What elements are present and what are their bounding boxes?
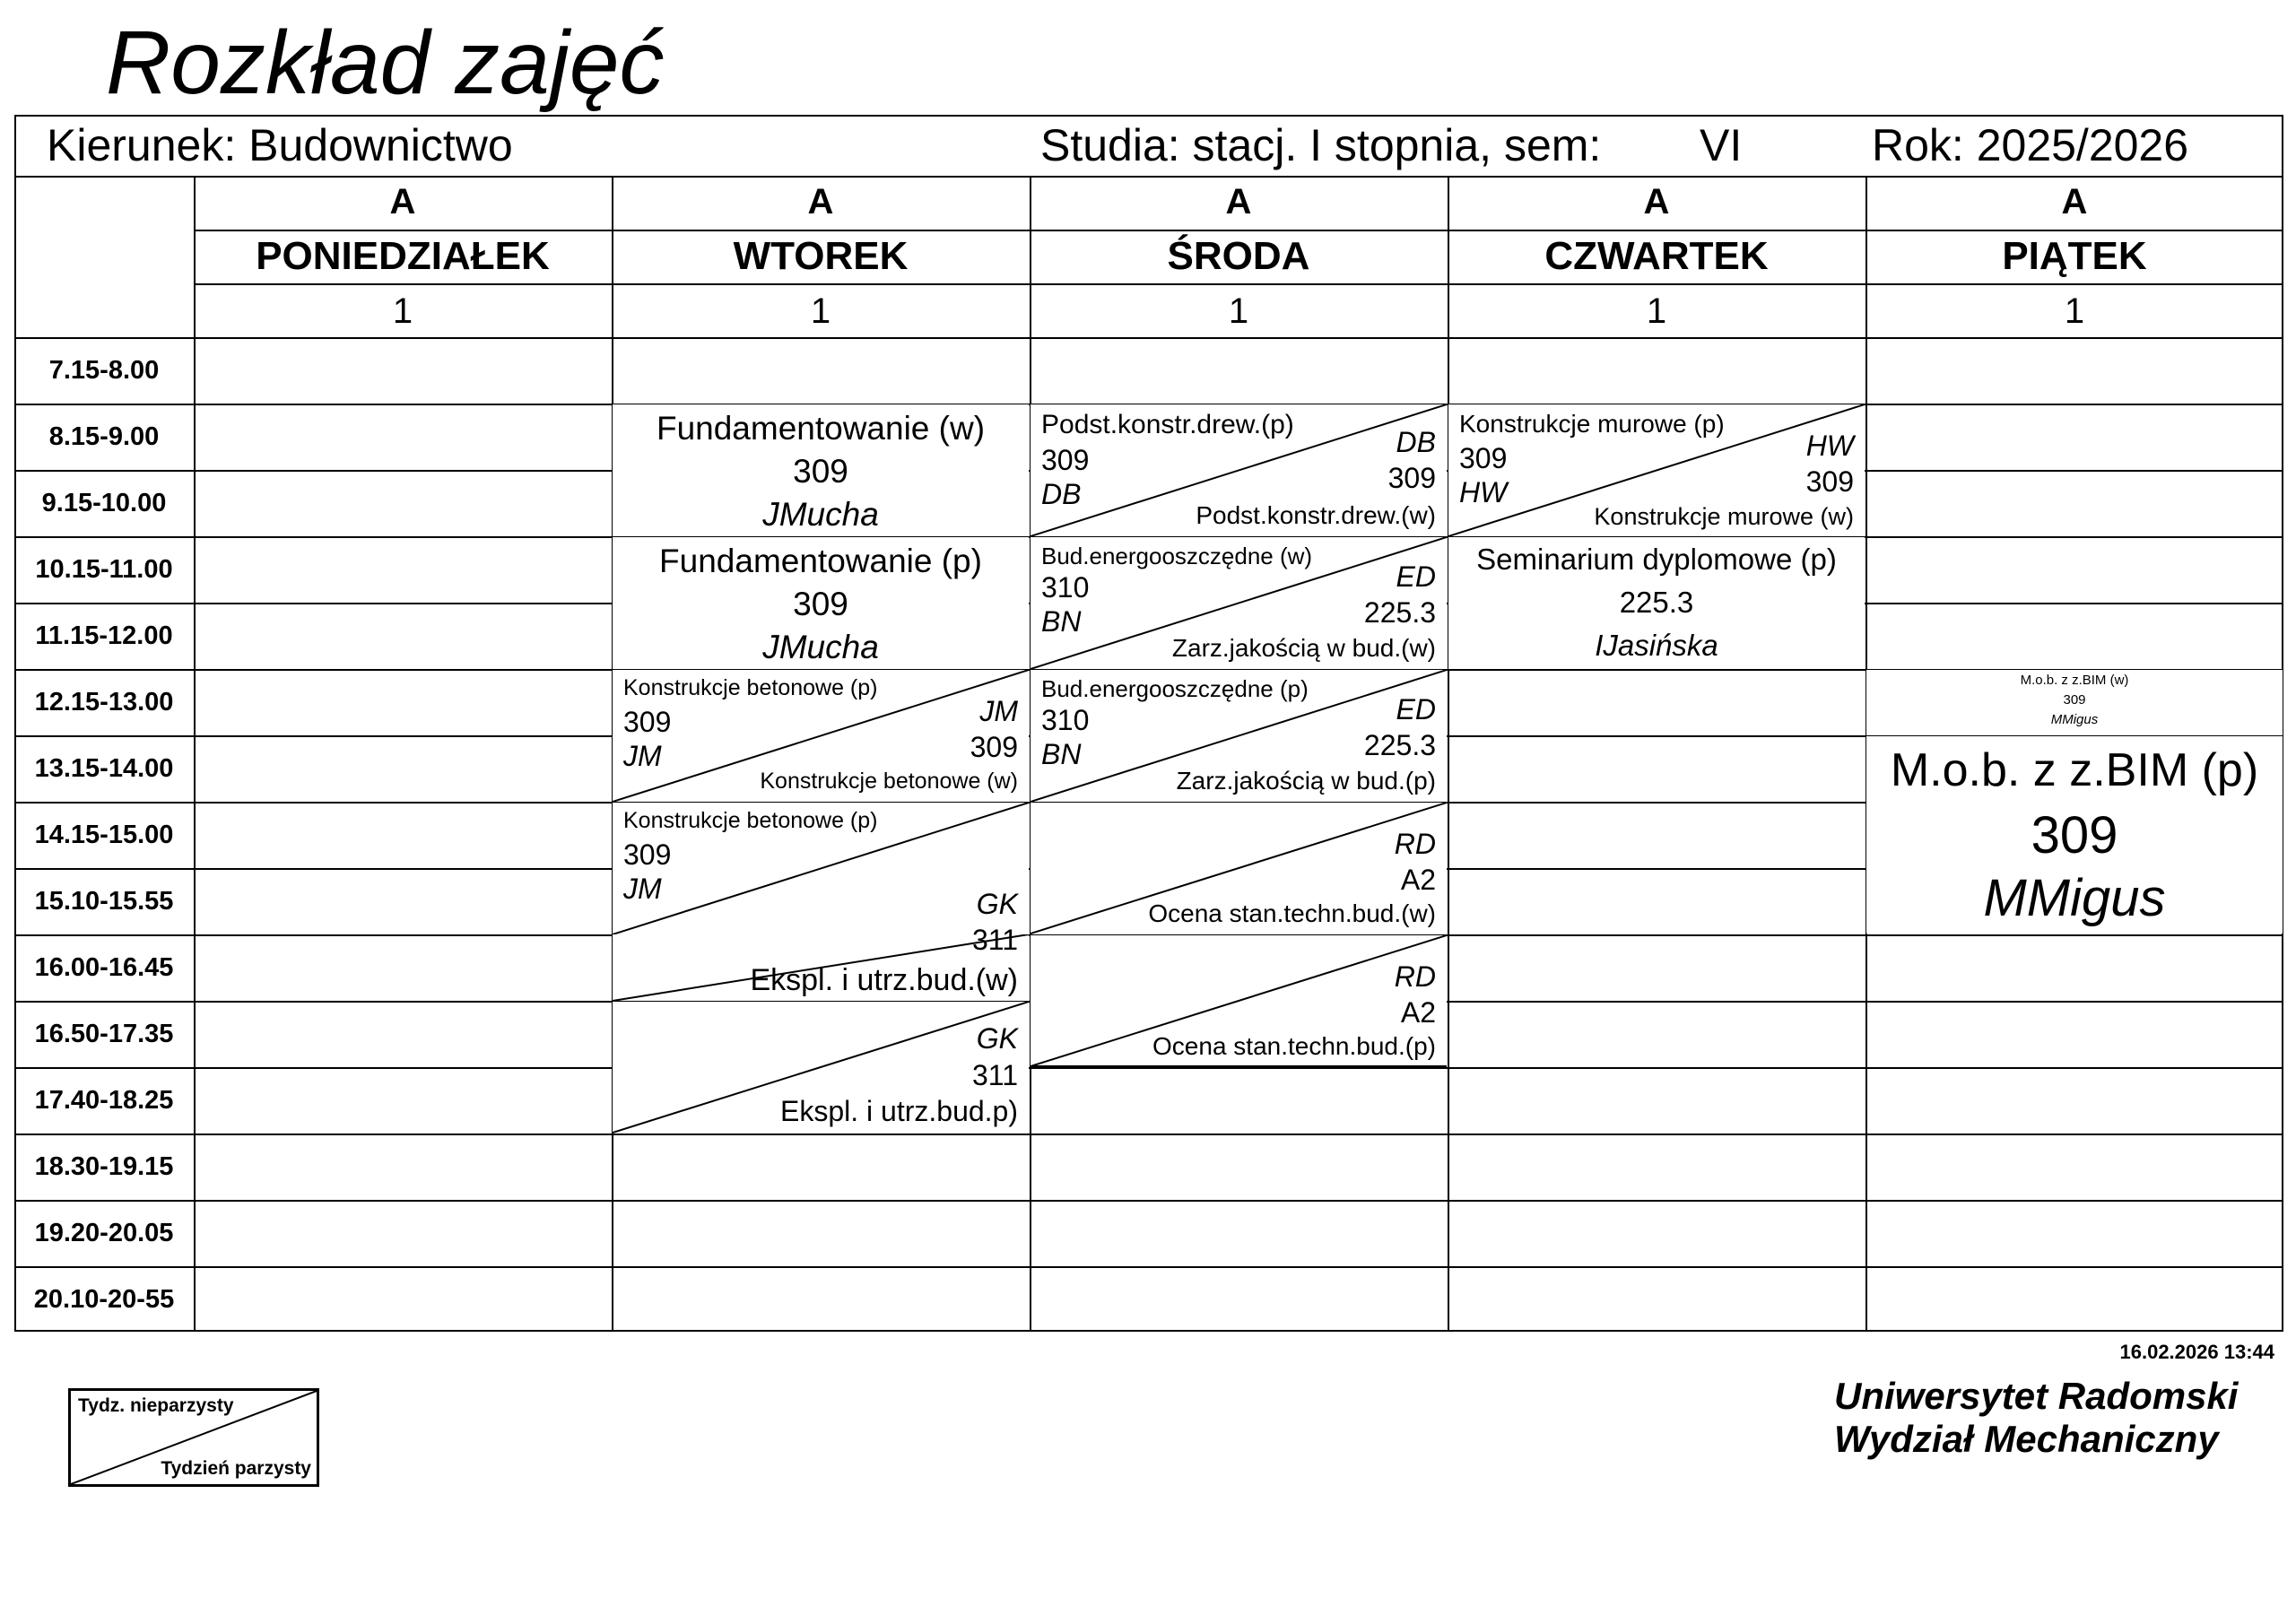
odd-week-room: 309 bbox=[1041, 444, 1090, 476]
semester: VI bbox=[1700, 120, 1743, 170]
grid-line bbox=[14, 176, 2283, 178]
class-block-energo-zarz-p[interactable] bbox=[1031, 670, 1447, 802]
even-week-room: 309 bbox=[1387, 462, 1436, 494]
class-block-seminarium[interactable] bbox=[1448, 537, 1865, 669]
class-block-bim-w[interactable] bbox=[1866, 670, 2283, 735]
legend-even-week: Tydzień parzysty bbox=[161, 1458, 311, 1479]
week-legend bbox=[68, 1388, 319, 1487]
day-number: 1 bbox=[1646, 291, 1667, 331]
even-week-room: A2 bbox=[1400, 996, 1436, 1029]
even-week-teacher: GK bbox=[976, 888, 1018, 920]
even-week-room: 309 bbox=[1805, 465, 1854, 498]
time-slot: 18.30-19.15 bbox=[34, 1152, 174, 1181]
even-week-subject: Zarz.jakością w bud.(p) bbox=[1176, 767, 1436, 795]
odd-week-subject: Konstrukcje betonowe (p) bbox=[623, 675, 878, 700]
class-room: 309 bbox=[793, 586, 848, 622]
even-week-room: 309 bbox=[970, 731, 1018, 763]
odd-week-room: 309 bbox=[623, 838, 672, 871]
class-room: 225.3 bbox=[1619, 586, 1694, 619]
class-block-ocena-w[interactable] bbox=[1031, 803, 1447, 934]
odd-week-subject: Bud.energooszczędne (w) bbox=[1041, 543, 1313, 569]
grid-line bbox=[194, 176, 196, 1332]
grid-line bbox=[14, 1266, 2283, 1268]
time-slot: 12.15-13.00 bbox=[34, 688, 174, 717]
grid-line bbox=[1448, 176, 1449, 1332]
class-teacher: IJasińska bbox=[1595, 629, 1718, 662]
grid-line bbox=[14, 1134, 2283, 1135]
even-week-subject: Konstrukcje murowe (w) bbox=[1594, 503, 1854, 530]
class-block-bim-p[interactable] bbox=[1866, 736, 2283, 934]
even-week-teacher: RD bbox=[1394, 828, 1436, 860]
time-slot: 13.15-14.00 bbox=[34, 754, 174, 783]
time-slot: 15.10-15.55 bbox=[34, 887, 174, 916]
week-label: A bbox=[1225, 182, 1252, 222]
odd-week-teacher: HW bbox=[1459, 476, 1508, 508]
class-block-fundamentowanie-w[interactable] bbox=[613, 404, 1029, 536]
class-room: 309 bbox=[2031, 806, 2118, 864]
even-week-teacher: JM bbox=[979, 695, 1018, 727]
day-name: PIĄTEK bbox=[2002, 234, 2147, 278]
grid-line bbox=[14, 1067, 2283, 1069]
day-number: 1 bbox=[810, 291, 831, 331]
faculty-line: Wydział Mechaniczny bbox=[1834, 1418, 2219, 1460]
class-subject: Fundamentowanie (p) bbox=[659, 543, 982, 579]
legend-odd-week: Tydz. nieparzysty bbox=[78, 1395, 234, 1416]
week-label: A bbox=[1643, 182, 1670, 222]
print-timestamp: 16.02.2026 13:44 bbox=[2119, 1341, 2274, 1363]
day-name: WTOREK bbox=[733, 234, 909, 278]
odd-week-subject: Bud.energooszczędne (p) bbox=[1041, 675, 1309, 702]
class-subject: Seminarium dyplomowe (p) bbox=[1476, 543, 1837, 576]
grid-line bbox=[194, 230, 2283, 231]
page-title: Rozkład zajęć bbox=[106, 13, 665, 113]
class-block-fundamentowanie-p[interactable] bbox=[613, 537, 1029, 669]
class-block-murowe-split[interactable] bbox=[1448, 404, 1865, 536]
day-number: 1 bbox=[2064, 291, 2085, 331]
class-teacher: MMigus bbox=[2050, 712, 2099, 727]
even-week-teacher: RD bbox=[1394, 960, 1436, 993]
odd-week-room: 310 bbox=[1041, 571, 1090, 604]
time-slot: 11.15-12.00 bbox=[35, 621, 173, 650]
even-week-subject: Zarz.jakością w bud.(w) bbox=[1171, 634, 1436, 662]
time-slot: 19.20-20.05 bbox=[34, 1219, 174, 1247]
class-block-energo-zarz-w[interactable] bbox=[1031, 537, 1447, 669]
even-week-subject: Ocena stan.techn.bud.(w) bbox=[1148, 899, 1436, 927]
odd-week-teacher: JM bbox=[623, 873, 662, 905]
time-slot: 10.15-11.00 bbox=[35, 555, 173, 584]
even-week-room: 225.3 bbox=[1363, 596, 1436, 629]
class-block-konstrukcje-betonowe-split[interactable] bbox=[613, 670, 1029, 802]
even-week-room: 225.3 bbox=[1363, 729, 1436, 761]
day-name: PONIEDZIAŁEK bbox=[256, 234, 550, 278]
class-teacher: JMucha bbox=[762, 496, 879, 533]
class-teacher: JMucha bbox=[762, 629, 879, 665]
odd-week-teacher: ED bbox=[1396, 693, 1436, 725]
even-week-teacher: GK bbox=[976, 1022, 1018, 1055]
week-label: A bbox=[2061, 182, 2088, 222]
even-week-subject: Konstrukcje betonowe (w) bbox=[760, 769, 1018, 794]
time-slot: 16.50-17.35 bbox=[34, 1020, 174, 1048]
time-slot: 8.15-9.00 bbox=[48, 422, 160, 451]
even-week-subject: Ocena stan.techn.bud.(p) bbox=[1152, 1032, 1436, 1060]
class-teacher: MMigus bbox=[1983, 869, 2166, 927]
odd-week-room: 310 bbox=[1041, 704, 1090, 736]
class-block-drewno-split[interactable] bbox=[1031, 404, 1447, 536]
week-label: A bbox=[389, 182, 416, 222]
time-slot: 14.15-15.00 bbox=[34, 821, 174, 849]
even-week-teacher: DB bbox=[1396, 426, 1436, 458]
even-week-room: 311 bbox=[971, 1059, 1018, 1091]
even-week-room: A2 bbox=[1400, 864, 1436, 896]
grid-line bbox=[14, 1200, 2283, 1202]
time-slot: 9.15-10.00 bbox=[41, 489, 167, 517]
odd-week-teacher: JM bbox=[623, 740, 662, 772]
time-slot: 17.40-18.25 bbox=[34, 1086, 174, 1115]
odd-week-room: 309 bbox=[1459, 442, 1508, 474]
class-subject: Fundamentowanie (w) bbox=[656, 410, 986, 447]
class-room: 309 bbox=[793, 453, 848, 490]
class-subject: M.o.b. z z.BIM (w) bbox=[2020, 673, 2129, 688]
odd-week-subject: Podst.konstr.drew.(p) bbox=[1041, 410, 1294, 439]
odd-week-teacher-2: BN bbox=[1041, 738, 1082, 770]
time-slot: 16.00-16.45 bbox=[34, 953, 174, 982]
class-room: 309 bbox=[2063, 692, 2086, 708]
time-slot: 7.15-8.00 bbox=[48, 356, 160, 385]
even-week-subject: Podst.konstr.drew.(w) bbox=[1196, 501, 1436, 529]
week-label: A bbox=[807, 182, 834, 222]
odd-week-teacher: DB bbox=[1041, 478, 1082, 510]
even-week-subject: Ekspl. i utrz.bud.p) bbox=[780, 1095, 1018, 1127]
odd-week-room: 309 bbox=[623, 706, 672, 738]
day-number: 1 bbox=[392, 291, 413, 331]
odd-week-teacher: ED bbox=[1396, 560, 1436, 593]
odd-week-subject: Konstrukcje betonowe (p) bbox=[623, 808, 878, 833]
university-name bbox=[1834, 1375, 2238, 1461]
day-name: ŚRODA bbox=[1167, 234, 1310, 278]
even-week-teacher: HW bbox=[1805, 430, 1854, 462]
grid-line bbox=[194, 283, 2283, 285]
time-slot: 20.10-20-55 bbox=[33, 1285, 175, 1314]
class-subject: M.o.b. z z.BIM (p) bbox=[1890, 744, 2259, 796]
even-week-subject: Ekspl. i utrz.bud.(w) bbox=[750, 963, 1018, 997]
study-mode: Studia: stacj. I stopnia, sem: bbox=[1040, 120, 1602, 170]
field-of-study: Kierunek: Budownictwo bbox=[47, 120, 513, 170]
grid-line bbox=[14, 337, 2283, 339]
university-line: Uniwersytet Radomski bbox=[1834, 1375, 2239, 1417]
day-name: CZWARTEK bbox=[1544, 234, 1769, 278]
day-number: 1 bbox=[1228, 291, 1249, 331]
odd-week-teacher-2: BN bbox=[1041, 605, 1082, 638]
academic-year: Rok: 2025/2026 bbox=[1872, 120, 2189, 170]
even-week-room: 311 bbox=[971, 924, 1018, 956]
odd-week-subject: Konstrukcje murowe (p) bbox=[1459, 410, 1725, 438]
class-block-ekspl-p-split[interactable] bbox=[613, 1002, 1029, 1134]
class-block-ocena-p[interactable] bbox=[1031, 935, 1447, 1067]
class-block-ekspl-w-room bbox=[613, 925, 1029, 961]
